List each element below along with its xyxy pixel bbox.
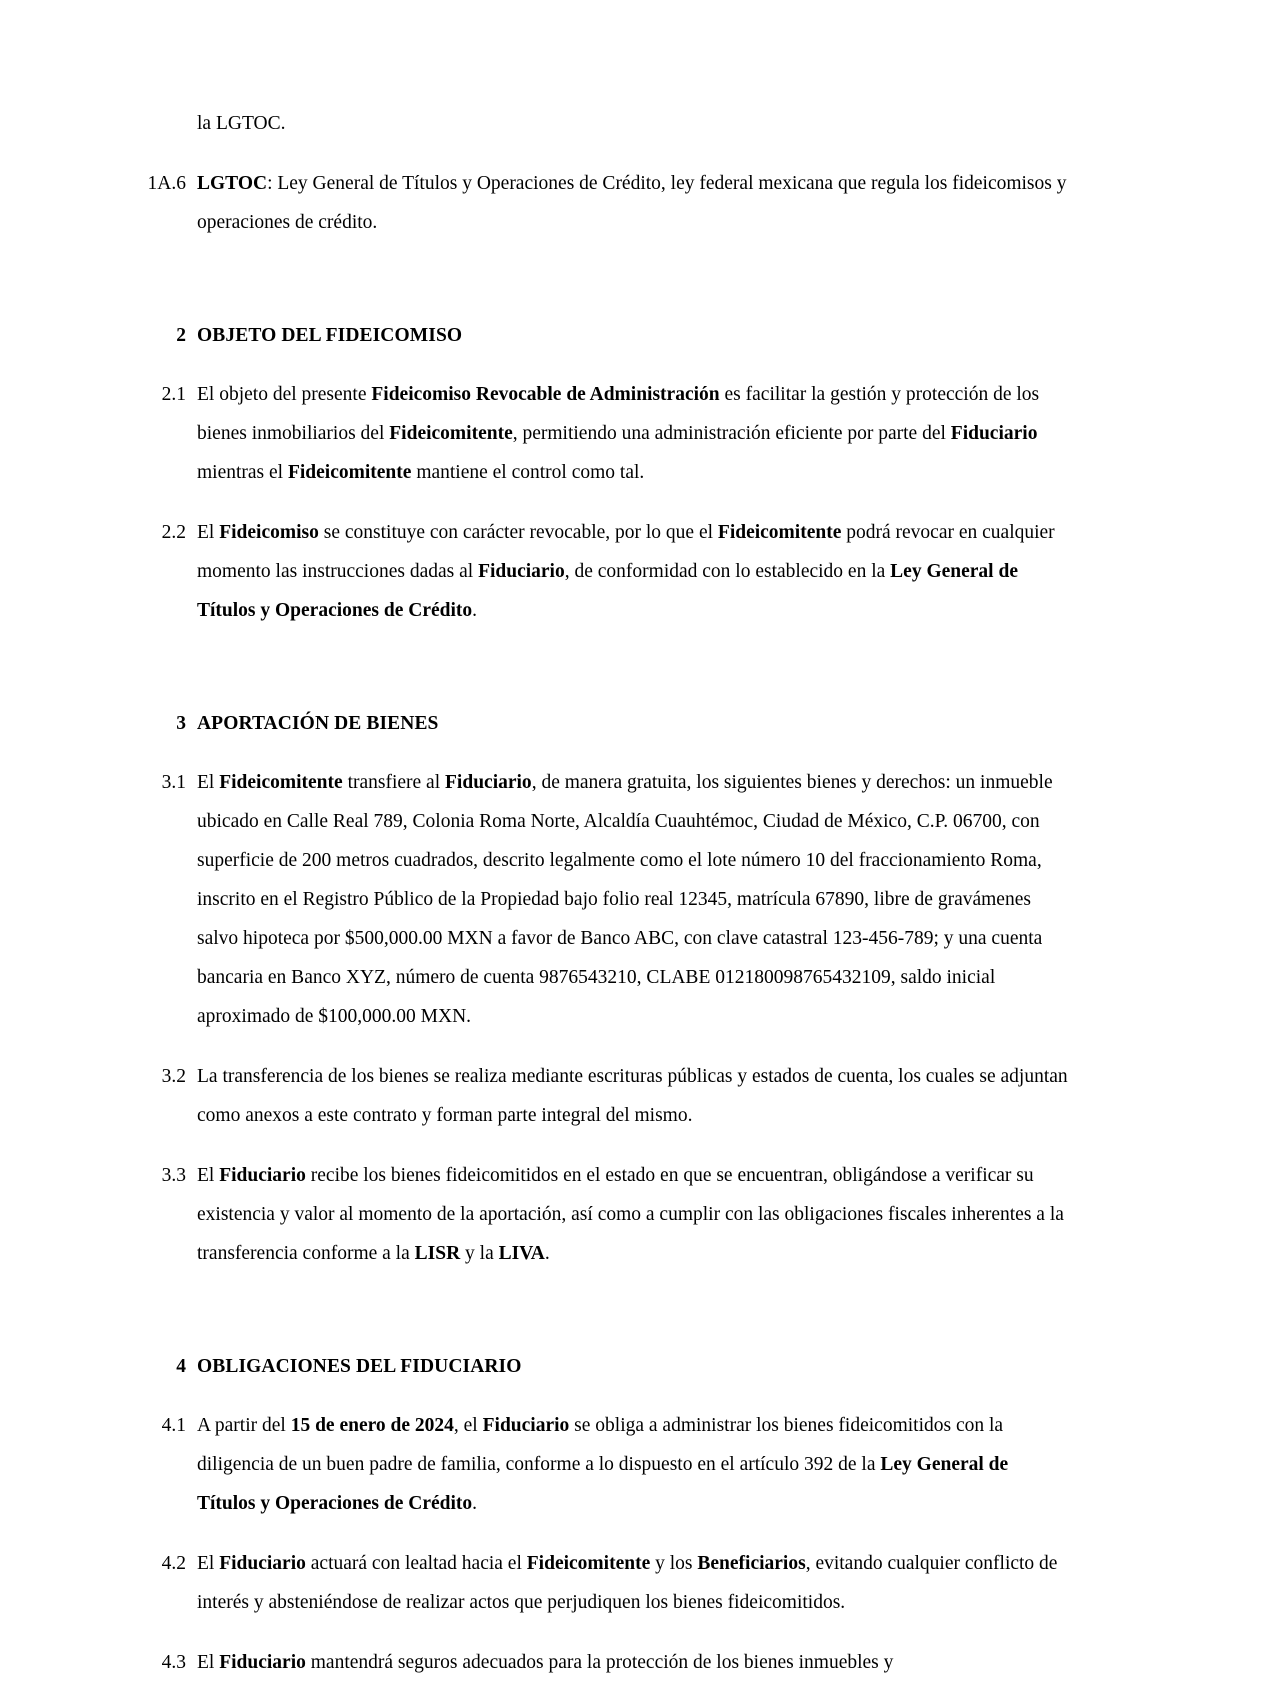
text-run: se constituye con carácter revocable, por lo que el	[318, 522, 718, 543]
text-run: recibe los bienes fideicomitidos en el estado en que se encuentran, obligándose a verificar su existencia y valor al momento de la aportación, así como a cumplir con las obligaciones fiscales inherentes a la transferencia conforme a la	[197, 1165, 1064, 1264]
clause-text	[197, 164, 1068, 242]
text-run: , de conformidad con lo establecido en la	[564, 561, 891, 582]
clause-text	[197, 1156, 1068, 1273]
emphasis-run: Fideicomitente	[526, 1553, 651, 1574]
text-run: .	[472, 1493, 478, 1514]
clause-4.3	[138, 1643, 1068, 1682]
text-run: se obliga a administrar los bienes fideicomitidos con la diligencia de un buen padre de familia, conforme a lo dispuesto en el artículo 392 de la	[197, 1415, 1004, 1475]
emphasis-run: Fideicomitente	[219, 772, 343, 793]
text-run: El	[197, 1553, 220, 1574]
clause-number: 2.2	[161, 522, 186, 543]
text-run: , permitiendo una administración eficiente por parte del	[512, 423, 951, 444]
text-run: , evitando cualquier conflicto de interés y absteniéndose de realizar actos que perjudiquen los bienes fideicomitidos.	[197, 1553, 1058, 1613]
text-run: El	[197, 1652, 220, 1673]
clause-number: 4.3	[161, 1652, 186, 1673]
clause-2.2	[138, 513, 1068, 630]
clause-number: 2.1	[161, 384, 186, 405]
clause-number: 4.2	[161, 1553, 186, 1574]
clause-number: 3.2	[161, 1066, 186, 1087]
clause-number: 4.1	[161, 1415, 186, 1436]
section-number: 3	[176, 713, 186, 734]
clause-text	[197, 1406, 1068, 1523]
text-run: transfiere al	[342, 772, 446, 793]
clause-text	[197, 375, 1068, 492]
text-run: y la	[460, 1243, 499, 1264]
clause-3.1	[138, 763, 1068, 1036]
section-spacer	[138, 1384, 1068, 1406]
clause-number: 3.3	[161, 1165, 186, 1186]
clause-4.1	[138, 1406, 1068, 1523]
emphasis-run: Fiduciario	[219, 1165, 306, 1186]
text-run: .	[472, 600, 478, 621]
clause-text	[197, 1643, 1068, 1682]
emphasis-run: Fideicomiso	[219, 522, 319, 543]
text-run: .	[544, 1243, 550, 1264]
section-number: 4	[176, 1356, 186, 1377]
clause-3.2	[138, 1057, 1068, 1135]
emphasis-run: Fiduciario	[219, 1652, 306, 1673]
emphasis-run: LISR	[414, 1243, 461, 1264]
section-heading-3	[138, 707, 1068, 741]
clause-text	[197, 104, 1068, 143]
text-run: es facilitar la gestión y protección de los bienes inmobiliarios del	[197, 384, 1040, 444]
section-number: 2	[176, 325, 186, 346]
text-run: mantendrá seguros adecuados para la protección de los bienes inmuebles y	[305, 1652, 894, 1673]
text-run: podrá revocar en cualquier momento las instrucciones dadas al	[197, 522, 1055, 582]
emphasis-run: LIVA	[498, 1243, 545, 1264]
section-spacer	[138, 1294, 1068, 1350]
emphasis-run: Ley General de Títulos y Operaciones de Crédito	[197, 561, 1018, 621]
text-run: El	[197, 522, 220, 543]
emphasis-run: Fideicomiso Revocable de Administración	[371, 384, 720, 405]
paragraph-continuation	[138, 104, 1068, 143]
emphasis-run: Fiduciario	[219, 1553, 306, 1574]
emphasis-run: Fideicomitente	[717, 522, 842, 543]
text-run: actuará con lealtad hacia el	[305, 1553, 527, 1574]
text-run: , el	[453, 1415, 483, 1436]
text-run: A partir del	[197, 1415, 291, 1436]
clause-3.3	[138, 1156, 1068, 1273]
document-body	[138, 104, 1068, 1682]
emphasis-run: Fiduciario	[482, 1415, 570, 1436]
clause-text	[197, 513, 1068, 630]
emphasis-run: Fideicomitente	[287, 462, 412, 483]
clause-number: 1A.6	[147, 173, 186, 194]
text-run: El	[197, 1165, 220, 1186]
clause-1A.6	[138, 164, 1068, 242]
emphasis-run: Ley General de Títulos y Operaciones de Crédito	[197, 1454, 1009, 1514]
text-run: mientras el	[197, 462, 288, 483]
emphasis-run: Fiduciario	[445, 772, 532, 793]
text-run: mantiene el control como tal.	[411, 462, 645, 483]
section-title: OBJETO DEL FIDEICOMISO	[197, 325, 463, 346]
emphasis-run: Fideicomitente	[389, 423, 513, 444]
text-run: , de manera gratuita, los siguientes bienes y derechos: un inmueble ubicado en Calle Real 789, Colonia Roma Norte, Alcaldía Cuauhtémoc, Ciudad de México, C.P. 06700, con superficie de 200 metros cuadrados, descrito legalmente como el lote número 10 del fraccionamiento Roma, inscrito en el Registro Público de la Propiedad bajo folio real 12345, matrícula 67890, libre de gravámenes salvo hipoteca por $500,000.00 MXN a favor de Banco ABC, con clave catastral 123-456-789; y una cuenta bancaria en Banco XYZ, número de cuenta 9876543210, CLABE 012180098765432109, saldo inicial aproximado de $100,000.00 MXN.	[197, 772, 1053, 1027]
section-spacer	[138, 263, 1068, 319]
emphasis-run: 15 de enero de 2024	[290, 1415, 454, 1436]
section-title: APORTACIÓN DE BIENES	[197, 713, 439, 734]
emphasis-run: LGTOC	[197, 173, 268, 194]
section-heading-2	[138, 319, 1068, 353]
section-heading-4	[138, 1350, 1068, 1384]
clause-text	[197, 1544, 1068, 1622]
text-run: la LGTOC.	[197, 113, 286, 134]
clause-text	[197, 763, 1068, 1036]
emphasis-run: Fiduciario	[478, 561, 565, 582]
text-run: El	[197, 772, 220, 793]
section-spacer	[138, 353, 1068, 375]
section-title: OBLIGACIONES DEL FIDUCIARIO	[197, 1356, 522, 1377]
clause-number: 3.1	[161, 772, 186, 793]
text-run: : Ley General de Títulos y Operaciones de Crédito, ley federal mexicana que regula los fideicomisos y operaciones de crédito.	[197, 173, 1067, 233]
section-spacer	[138, 651, 1068, 707]
text-run: y los	[650, 1553, 698, 1574]
emphasis-run: Fiduciario	[950, 423, 1038, 444]
text-run: El objeto del presente	[197, 384, 372, 405]
emphasis-run: Beneficiarios	[697, 1553, 806, 1574]
clause-text	[197, 1057, 1068, 1135]
text-run: La transferencia de los bienes se realiza mediante escrituras públicas y estados de cuenta, los cuales se adjuntan como anexos a este contrato y forman parte integral del mismo.	[197, 1066, 1068, 1126]
section-spacer	[138, 741, 1068, 763]
clause-2.1	[138, 375, 1068, 492]
clause-4.2	[138, 1544, 1068, 1622]
